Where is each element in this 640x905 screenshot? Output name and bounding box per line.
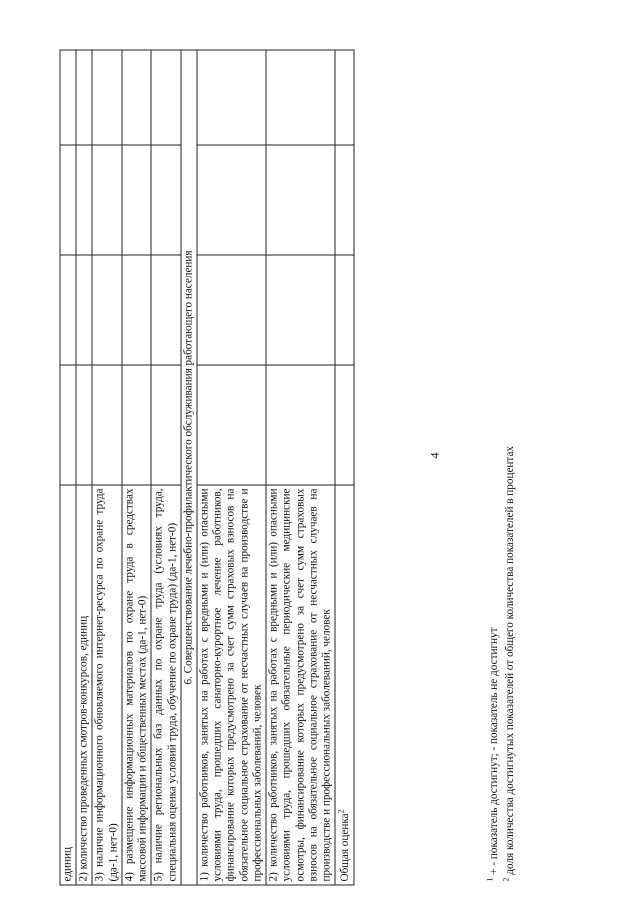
value-cell — [122, 365, 151, 485]
total-label-cell — [335, 485, 354, 885]
total-row — [335, 50, 354, 885]
section-row — [181, 50, 197, 885]
table-row — [76, 50, 92, 885]
value-cell — [197, 255, 266, 365]
table-row — [197, 50, 266, 885]
footnote-mark: 2 — [501, 877, 511, 882]
footnote-ref: 2 — [336, 809, 346, 814]
footnote-text: доля количества достигнутых показателей от общего количества показателей в процентах — [503, 445, 516, 875]
value-cell — [197, 145, 266, 255]
indicator-cell: 4) размещение информационных материалов по охране труда в средствах массовой информации и общественных местах (да-1, нет-0) — [122, 485, 151, 885]
value-cell — [122, 255, 151, 365]
value-cell — [151, 145, 180, 255]
value-cell — [151, 365, 180, 485]
value-cell — [266, 365, 335, 485]
value-cell — [92, 145, 121, 255]
value-cell — [92, 50, 121, 145]
total-label: Общая оценка — [339, 813, 352, 882]
value-cell — [335, 255, 354, 365]
footnote-1 — [486, 51, 502, 886]
indicator-cell: 2) количество работников, занятых на работах с вредными и (или) опасными условиями труда, прошедших обязательные периодические медицинские осмотры, финансирование которых предусмотрено за счет сумм страховых взносов на обязательное социальное страхование от несчастных случаев на производстве и профессиональных заболеваний, человек — [266, 485, 335, 885]
rotated-content — [60, 51, 580, 886]
page-number: 4 — [427, 452, 442, 459]
value-cell — [60, 255, 76, 365]
value-cell — [197, 365, 266, 485]
value-cell — [76, 50, 92, 145]
value-cell — [151, 50, 180, 145]
table-row — [151, 50, 180, 885]
indicator-cell: 5) наличие региональных баз данных по охране труда (условиях труда, специальная оценка условий труда, обучение по охране труда) (да-1, нет-0) — [151, 485, 180, 885]
table-row — [122, 50, 151, 885]
footnote-text: + - показатель достигнут; - показатель не достигнут — [488, 627, 501, 875]
footnote-2 — [501, 51, 517, 886]
value-cell — [335, 50, 354, 145]
value-cell — [92, 365, 121, 485]
table-row — [266, 50, 335, 885]
indicator-cell: 3) наличие информационного обновляемого интернет-ресурса по охране труда (да-1, нет-0) — [92, 485, 121, 885]
value-cell — [60, 145, 76, 255]
value-cell — [335, 145, 354, 255]
value-cell — [76, 365, 92, 485]
value-cell — [92, 255, 121, 365]
footnote-mark: 1 — [485, 877, 495, 882]
value-cell — [60, 365, 76, 485]
value-cell — [60, 50, 76, 145]
indicator-cell: единиц — [60, 485, 76, 885]
value-cell — [151, 255, 180, 365]
value-cell — [197, 50, 266, 145]
value-cell — [266, 50, 335, 145]
indicator-cell: 1) количество работников, занятых на работах с вредными и (или) опасными условиями труда, прошедших санаторно-курортное лечение работников, финансирование которых предусмотрено за счет сумм страховых взносов на обязательное социальное страхование от несчастных случаев на производстве и профессиональных заболеваний, человек — [197, 485, 266, 885]
value-cell — [76, 255, 92, 365]
table-row — [60, 50, 76, 885]
value-cell — [266, 255, 335, 365]
value-cell — [266, 145, 335, 255]
footnotes — [486, 51, 517, 886]
indicators-table — [60, 50, 355, 886]
section-title: 6. Совершенствование лечебно-профилактического обслуживания работающего населения — [181, 50, 197, 885]
value-cell — [335, 365, 354, 485]
indicator-cell: 2) количество проведенных смотров-конкурсов, единиц — [76, 485, 92, 885]
value-cell — [122, 50, 151, 145]
value-cell — [76, 145, 92, 255]
value-cell — [122, 145, 151, 255]
table-row — [92, 50, 121, 885]
